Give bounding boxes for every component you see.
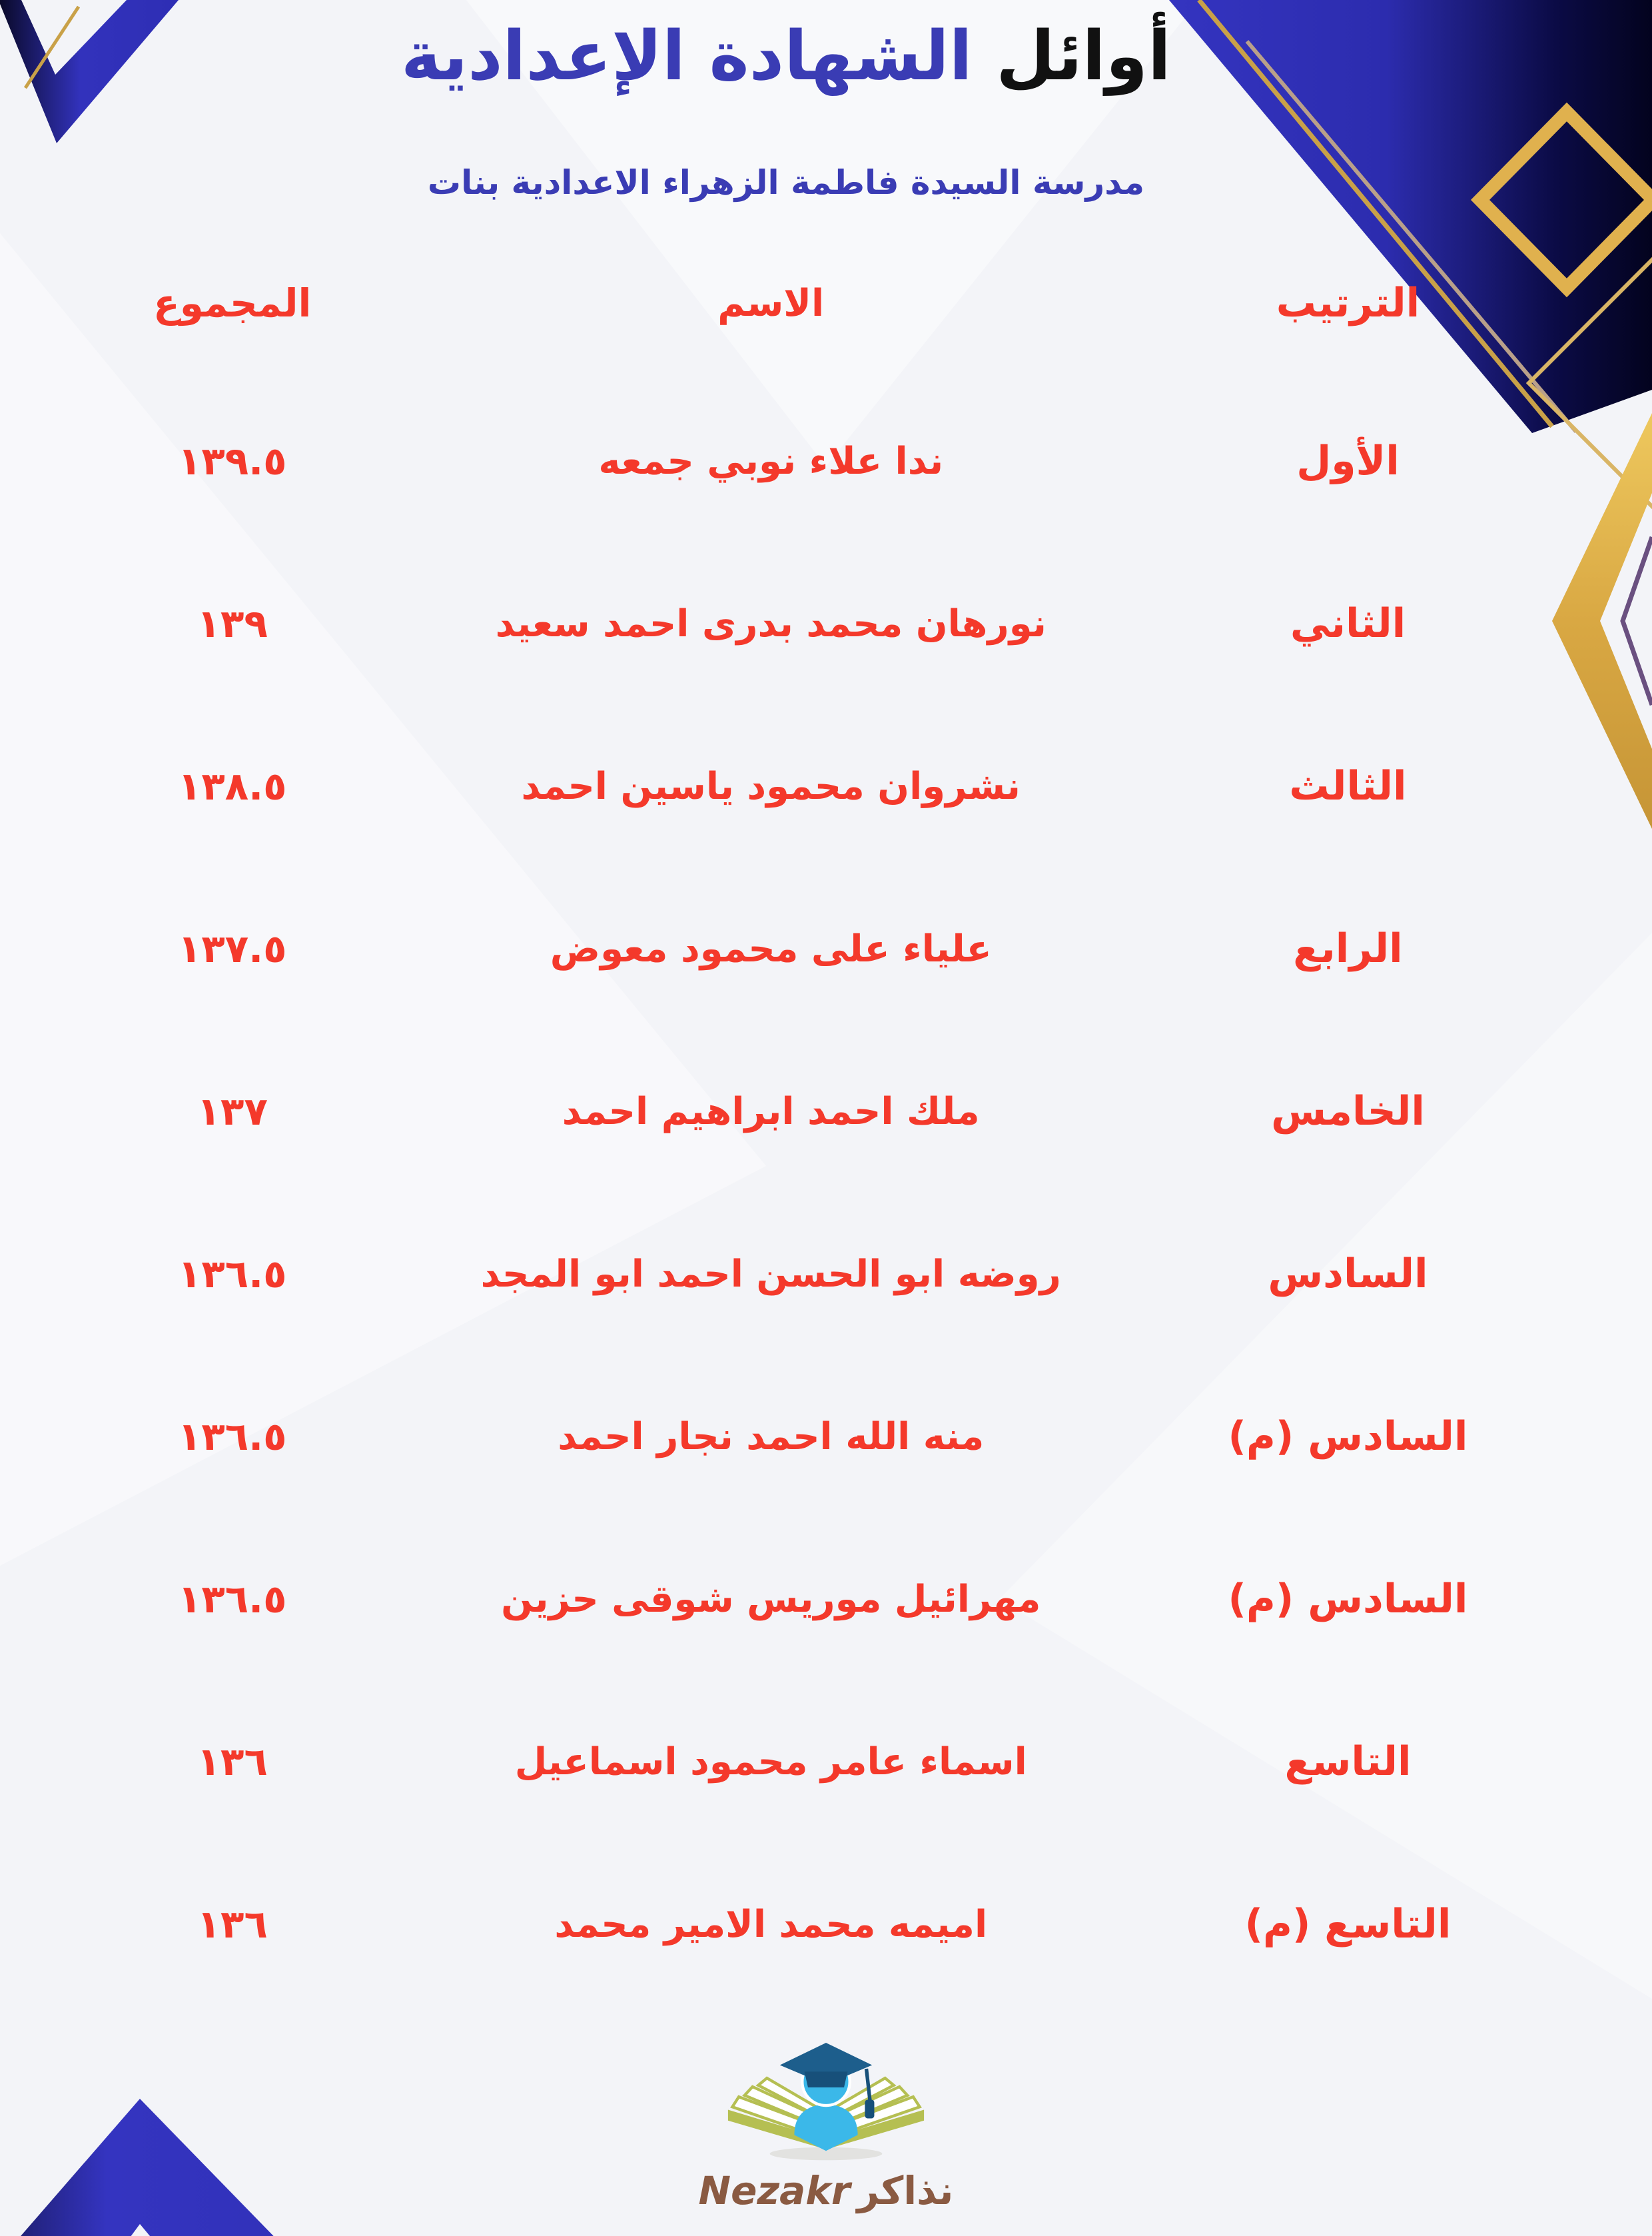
graduation-book-icon	[716, 2025, 936, 2167]
name-cell: ملك احمد ابراهيم احمد	[562, 1089, 980, 1133]
title-word-certificate: الشهادة الإعدادية	[401, 17, 973, 96]
title-word-awael: أوائل	[996, 17, 1171, 96]
rank-cell: السادس (م)	[1228, 1576, 1468, 1622]
rank-cell: الأول	[1296, 438, 1400, 484]
corner-decoration-bottom-left	[0, 2099, 386, 2236]
name-cell: اسماء عامر محمود اسماعيل	[514, 1740, 1027, 1784]
table-row	[40, 1193, 1579, 1355]
name-cell: علياء على محمود معوض	[550, 927, 992, 971]
table-row	[40, 1680, 1579, 1843]
page-title	[0, 9, 1572, 105]
name-cell: نورهان محمد بدرى احمد سعيد	[495, 602, 1046, 646]
nezakr-logo	[686, 2025, 966, 2213]
header-name: الاسم	[717, 281, 825, 325]
rank-cell: الثاني	[1290, 600, 1406, 647]
name-cell: منه الله احمد نجار احمد	[558, 1414, 985, 1458]
total-cell: ١٣٧	[197, 1089, 268, 1134]
table-row	[40, 1030, 1579, 1193]
rank-cell: السادس	[1268, 1251, 1428, 1297]
total-cell: ١٣٧.٥	[177, 926, 287, 971]
logo-wordmark	[686, 2168, 966, 2213]
table-row	[40, 867, 1579, 1030]
rank-cell: السادس (م)	[1228, 1413, 1468, 1460]
logo-arabic-text: نذاكر	[857, 2168, 954, 2213]
table-row	[40, 705, 1579, 867]
total-cell: ١٣٦.٥	[177, 1414, 287, 1459]
total-cell: ١٣٦	[197, 1739, 268, 1784]
header-total: المجموع	[153, 280, 312, 326]
header	[0, 9, 1572, 202]
table-row	[40, 542, 1579, 705]
school-subtitle: مدرسة السيدة فاطمة الزهراء الاعدادية بنات	[427, 163, 1145, 202]
table-row	[40, 1518, 1579, 1680]
total-cell: ١٣٨.٥	[177, 764, 287, 809]
logo-latin-text: Nezakr	[698, 2168, 851, 2213]
name-cell: اميمه محمد الامير محمد	[554, 1902, 988, 1946]
total-cell: ١٣٦.٥	[177, 1251, 287, 1297]
rank-cell: التاسع	[1284, 1738, 1412, 1785]
total-cell: ١٣٩.٥	[177, 438, 287, 484]
rank-cell: الثالث	[1289, 763, 1407, 810]
table-row	[40, 1843, 1579, 2005]
name-cell: ندا علاء نوبي جمعه	[598, 439, 944, 483]
table-row	[40, 380, 1579, 542]
table-row	[40, 1355, 1579, 1518]
total-cell: ١٣٦.٥	[177, 1576, 287, 1622]
name-cell: نشروان محمود ياسين احمد	[521, 764, 1021, 808]
name-cell: روضه ابو الحسن احمد ابو المجد	[480, 1252, 1061, 1296]
table-header-row	[40, 227, 1579, 380]
rank-cell: الرابع	[1293, 925, 1403, 972]
name-cell: مهرائيل موريس شوقى حزين	[501, 1577, 1041, 1621]
results-table	[40, 227, 1579, 2005]
header-rank: الترتيب	[1276, 280, 1420, 326]
rank-cell: الخامس	[1271, 1088, 1425, 1135]
rank-cell: التاسع (م)	[1244, 1901, 1451, 1948]
total-cell: ١٣٩	[197, 601, 268, 646]
total-cell: ١٣٦	[197, 1902, 268, 1947]
